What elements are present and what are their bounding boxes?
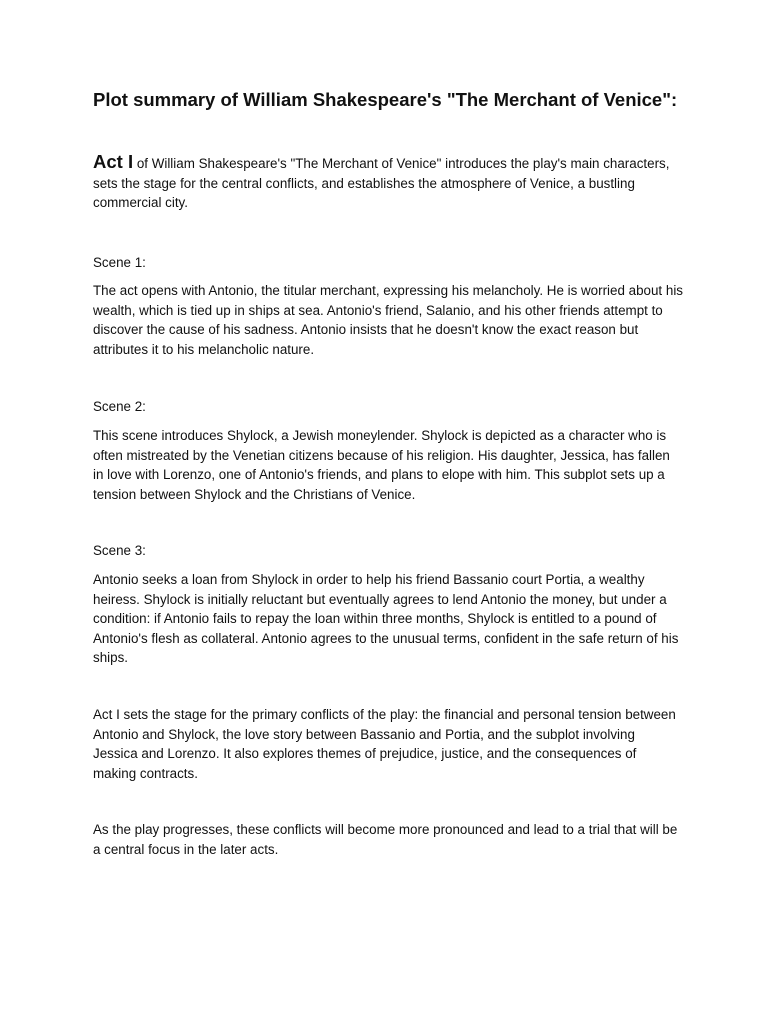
scene-2-label: Scene 2:	[93, 399, 146, 414]
intro-paragraph	[93, 152, 683, 213]
scene-2-text: This scene introduces Shylock, a Jewish moneylender. Shylock is depicted as a character who is often mistreated by the Venetian citizens because of his religion. His daughter, Jessica, has fallen in love with Lorenzo, one of Antonio's friends, and plans to elope with him. This subplot sets up a tension between Shylock and the Christians of Venice.	[93, 428, 670, 502]
intro-text: of William Shakespeare's "The Merchant of Venice" introduces the play's main characters, sets the stage for the central conflicts, and establishes the atmosphere of Venice, a bustling commercial city.	[93, 156, 670, 210]
closing-paragraph: As the play progresses, these conflicts will become more pronounced and lead to a trial that will be a central focus in the later acts.	[93, 822, 678, 857]
scene-3-text: Antonio seeks a loan from Shylock in order to help his friend Bassanio court Portia, a wealthy heiress. Shylock is initially reluctant but eventually agrees to lend Antonio the money, but under a condition: if Antonio fails to repay the loan within three months, Shylock is entitled to a pound of Antonio's flesh as collateral. Antonio agrees to the unusual terms, confident in the safe return of his ships.	[93, 572, 679, 665]
scene-1-text: The act opens with Antonio, the titular merchant, expressing his melancholy. He is worried about his wealth, which is tied up in ships at sea. Antonio's friend, Salanio, and his other friends attempt to discover the cause of his sadness. Antonio insists that he doesn't know the exact reason but attributes it to his melancholic nature.	[93, 283, 683, 357]
scene-3-label: Scene 3:	[93, 543, 146, 558]
scene-1-label: Scene 1:	[93, 255, 146, 270]
document-title: Plot summary of William Shakespeare's "The Merchant of Venice":	[93, 89, 678, 110]
act-heading: Act I	[93, 151, 134, 172]
conclusion-paragraph: Act I sets the stage for the primary conflicts of the play: the financial and personal tension between Antonio and Shylock, the love story between Bassanio and Portia, and the subplot involving Jessica and Lorenzo. It also explores themes of prejudice, justice, and the consequences of making contracts.	[93, 707, 676, 781]
